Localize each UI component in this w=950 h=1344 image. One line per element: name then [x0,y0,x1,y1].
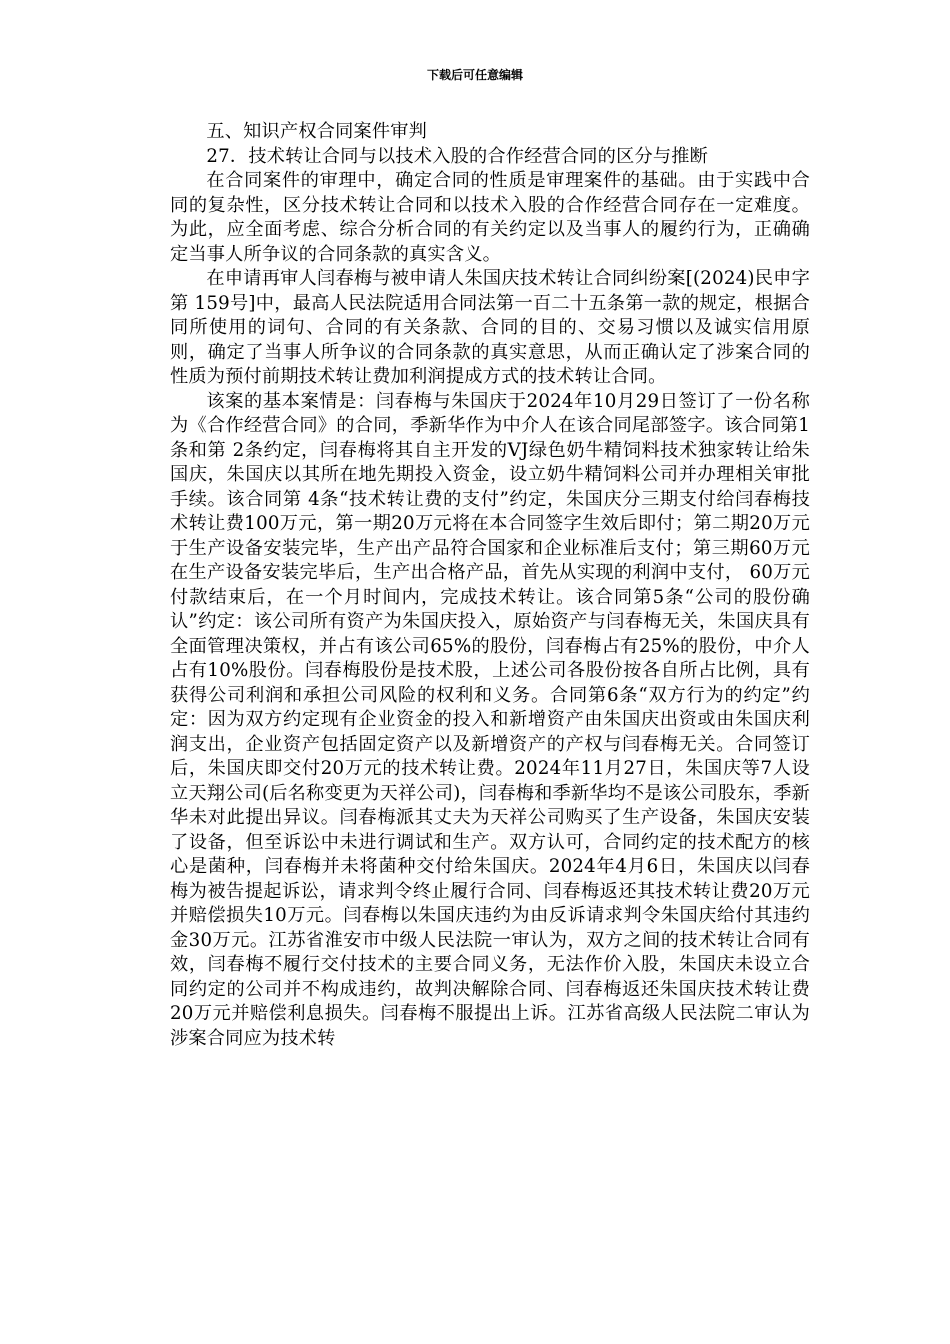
paragraph: 该案的基本案情是：闫春梅与朱国庆于2024年10月29日签订了一份名称为《合作经营合同》的合同，季新华作为中介人在该合同尾部签字。该合同第1条和第 2条约定，闫春梅将其自主开发的VJ绿色奶牛精饲料技术独家转让给朱国庆，朱国庆以其所在地先期投入资金，设立奶牛精饲料公司并办理相关审批手续。该合同第 4条“技术转让费的支付”约定，朱国庆分三期支付给闫春梅技术转让费100万元，第一期20万元将在本合同签字生效后即付；第二期20万元于生产设备安装完毕，生产出产品符合国家和企业标准后支付；第三期60万元在生产设备安装完毕后，生产出合格产品，首先从实现的利润中支付， 60万元付款结束后，在一个月时间内，完成技术转让。该合同第5条“公司的股份确认”约定：该公司所有资产为朱国庆投入，原始资产与闫春梅无关，朱国庆具有全面管理决策权，并占有该公司65%的股份，闫春梅占有25%的股份，中介人占有10%股份。闫春梅股份是技术股，上述公司各股份按各自所占比例，具有获得公司利润和承担公司风险的权利和义务。合同第6条“双方行为的约定”约定：因为双方约定现有企业资金的投入和新增资产由朱国庆出资或由朱国庆利润支出，企业资产包括固定资产以及新增资产的产权与闫春梅无关。合同签订后，朱国庆即交付20万元的技术转让费。2024年11月27日，朱国庆等7人设立天翔公司(后名称变更为天祥公司)，闫春梅和季新华均不是该公司股东，季新华未对此提出异议。闫春梅派其丈夫为天祥公司购买了生产设备，朱国庆安装了设备，但至诉讼中未进行调试和生产。双方认可，合同约定的技术配方的核心是菌种，闫春梅并未将菌种交付给朱国庆。2024年4月6日，朱国庆以闫春梅为被告提起诉讼，请求判令终止履行合同、闫春梅返还其技术转让费20万元并赔偿损失10万元。闫春梅以朱国庆违约为由反诉请求判令朱国庆给付其违约金30万元。江苏省淮安市中级人民法院一审认为，双方之间的技术转让合同有效，闫春梅不履行交付技术的主要合同义务，无法作价入股，朱国庆未设立合同约定的公司并不构成违约，故判决解除合同、闫春梅返还朱国庆技术转让费 20万元并赔偿利息损失。闫春梅不服提出上诉。江苏省高级人民法院二审认为涉案合同应为技术转 [170,390,810,1049]
section-title: 五、知识产权合同案件审判 [206,121,428,142]
paragraph: 在合同案件的审理中，确定合同的性质是审理案件的基础。由于实践中合同的复杂性，区分技术转让合同和以技术入股的合作经营合同存在一定难度。为此，应全面考虑、综合分析合同的有关约定以及当事人的履约行为，正确确定当事人所争议的合同条款的真实含义。 [170,170,810,265]
page-header-note: 下载后可任意编辑 [426,68,523,82]
subsection-title: 27．技术转让合同与以技术入股的合作经营合同的区分与推断 [206,145,709,167]
paragraph: 在申请再审人闫春梅与被申请人朱国庆技术转让合同纠纷案[(2024)民申字第 159号]中，最高人民法院适用合同法第一百二十五条第一款的规定，根据合同所使用的词句、合同的有关条款、合同的目的、交易习惯以及诚实信用原则，确定了当事人所争议的合同条款的真实意思，从而正确认定了涉案合同的性质为预付前期技术转让费加利润提成方式的技术转让合同。 [170,268,810,387]
document-body [170,120,810,1051]
